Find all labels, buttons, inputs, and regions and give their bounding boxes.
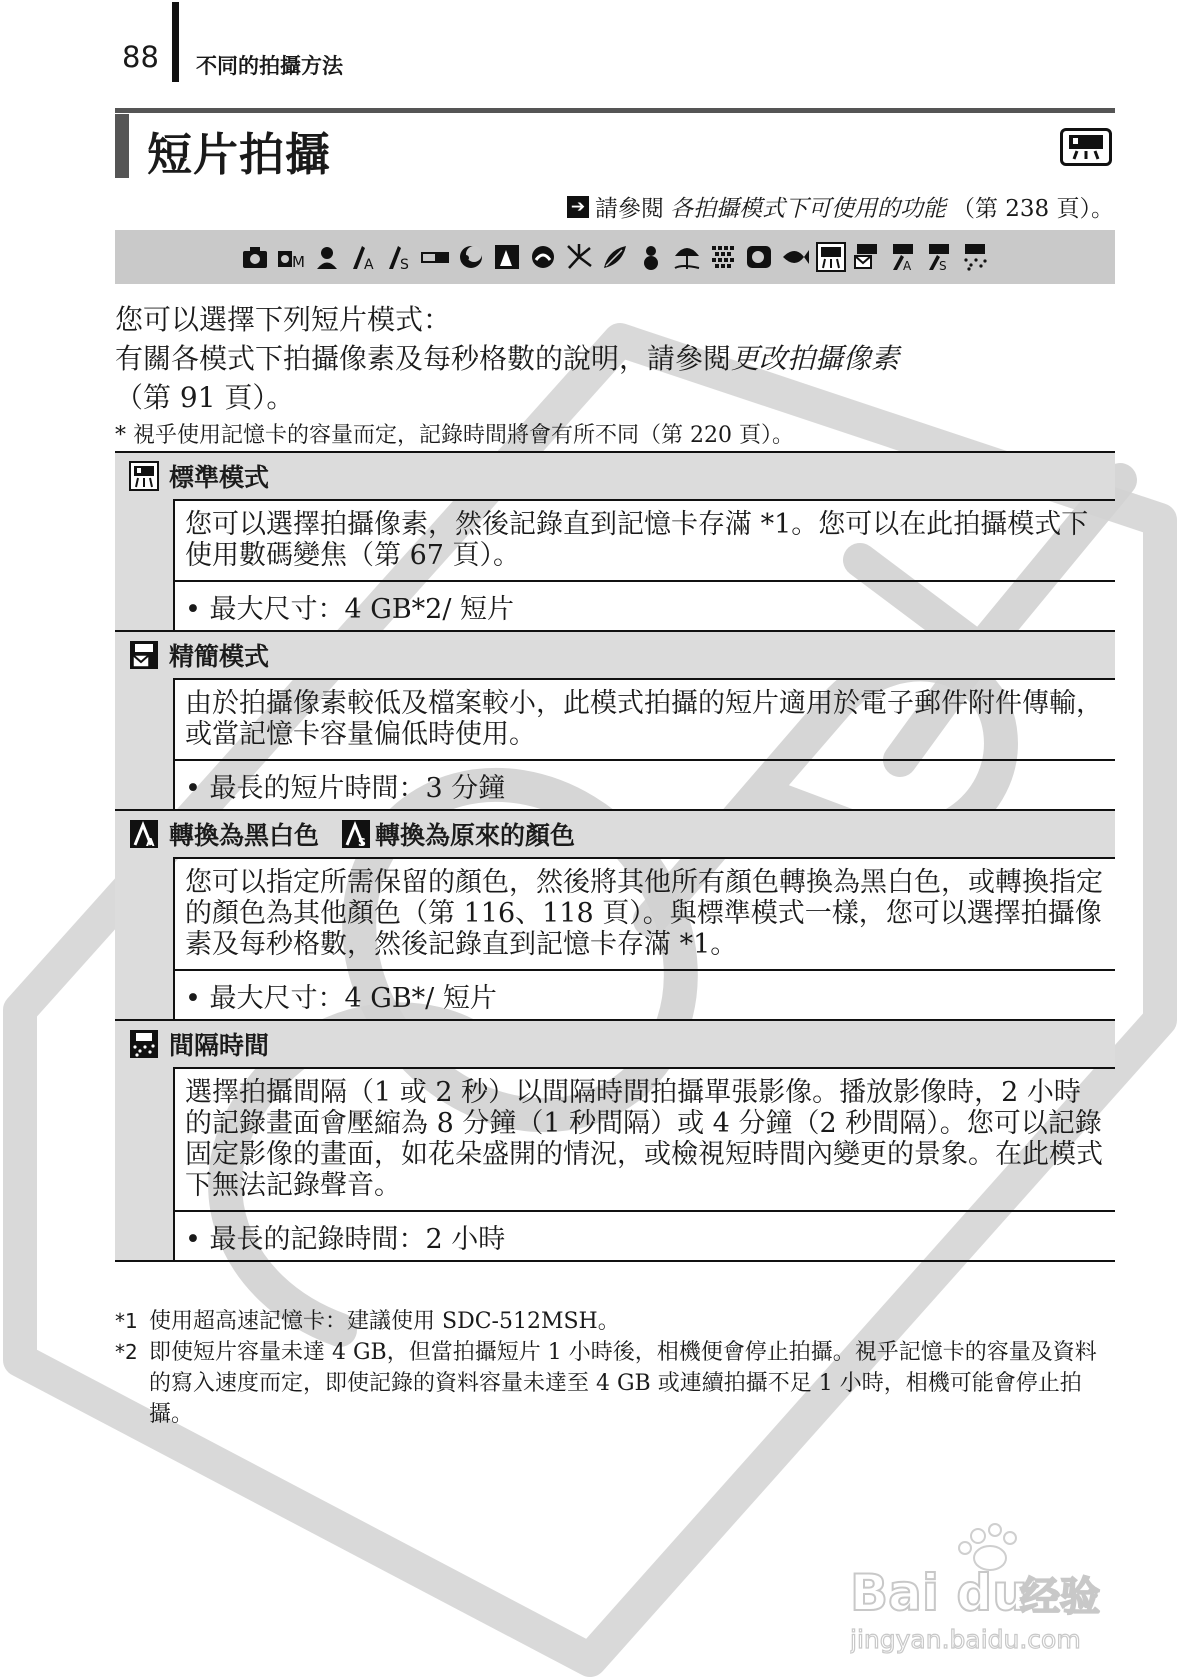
snow-icon [636, 242, 666, 272]
intro-line-2: 有關各模式下拍攝像素及每秒格數的說明，請參閱更改拍攝像素 [115, 342, 900, 375]
movie-standard-icon [129, 461, 159, 491]
movie-color-swap-icon [924, 242, 954, 272]
mode-spec: • 最大尺寸：4 GB*/ 短片 [175, 969, 1115, 1019]
section-name: 不同的拍攝方法 [196, 54, 343, 78]
beach-icon [672, 242, 702, 272]
foliage-icon [600, 242, 630, 272]
intro-line-1: 您可以選擇下列短片模式： [115, 303, 452, 336]
mode-color [115, 809, 1115, 1019]
movie-color-swap-icon [341, 819, 371, 849]
mode-interval [115, 1019, 1115, 1260]
reference-line [567, 190, 1114, 223]
reference-link[interactable]: 各拍攝模式下可使用的功能 [669, 196, 946, 222]
underwater-icon [708, 242, 738, 272]
camera-m-icon [276, 242, 306, 272]
svg-text:Bai du: Bai du [850, 1564, 1028, 1622]
mode-description: 您可以選擇拍攝像素，然後記錄直到記憶卡存滿 *1。您可以在此拍攝模式下使用數碼變焦（第 67 頁）。 [175, 499, 1115, 580]
movie-color-accent-icon [888, 242, 918, 272]
fish-icon [780, 242, 810, 272]
intro-link[interactable]: 更改拍攝像素 [731, 342, 900, 375]
svg-text:jingyan.baidu.com: jingyan.baidu.com [850, 1625, 1081, 1654]
page-title: 短片拍攝 [147, 128, 332, 181]
footnote-text: 即使短片容量未達 4 GB，但當拍攝短片 1 小時後，相機便會停止拍攝。視乎記憶卡的容量及資料的寫入速度而定，即使記錄的資料容量未達至 4 GB 或連續拍攝不足 1 小時，相機可能會停止拍攝。 [149, 1340, 1097, 1427]
mode-title: 間隔時間 [169, 1031, 270, 1060]
svg-text:A: A [364, 257, 374, 272]
reference-prefix: 請參閱 [594, 196, 664, 222]
mode-description: 選擇拍攝間隔（1 或 2 秒）以間隔時間拍攝單張影像。播放影像時，2 小時的記錄畫面會壓縮為 8 分鐘（1 秒間隔）或 4 分鐘（2 秒間隔）。您可以記錄固定影像的畫面，如花朵盛開的情況，或檢視短時間內變更的景象。在此模式下無法記錄聲音。 [175, 1067, 1115, 1210]
reference-suffix: （第 238 頁）。 [951, 196, 1114, 222]
portrait-icon [312, 242, 342, 272]
baidu-jingyan-logo [850, 1518, 1110, 1658]
capacity-note: * 視乎使用記憶卡的容量而定，記錄時間將會有所不同（第 220 頁）。 [115, 423, 794, 448]
footnote-mark: *2 [115, 1340, 138, 1364]
mode-standard [115, 451, 1115, 630]
title-rule [115, 108, 1115, 113]
title-marker [115, 114, 129, 178]
movie-mode-icon [1060, 128, 1112, 166]
mode-spec: • 最長的短片時間：3 分鐘 [175, 759, 1115, 809]
movie-standard-icon [816, 242, 846, 272]
svg-text:M: M [292, 253, 305, 271]
intro-line-3: （第 91 頁）。 [115, 381, 295, 414]
fireworks-icon [564, 242, 594, 272]
svg-text:A: A [146, 836, 155, 849]
aquarium-icon [744, 242, 774, 272]
footnote-mark: *1 [115, 1309, 138, 1333]
indoor-icon [528, 242, 558, 272]
footnote-text: 使用超高速記憶卡：建議使用 SDC-512MSH。 [149, 1309, 620, 1334]
night-snapshot-icon [456, 242, 486, 272]
svg-text:A: A [903, 259, 912, 272]
mode-title: 精簡模式 [169, 642, 270, 671]
camera-icon [240, 242, 270, 272]
mode-spec: • 最大尺寸：4 GB*2/ 短片 [175, 580, 1115, 630]
svg-text:S: S [400, 257, 409, 272]
mode-icon-strip [115, 230, 1115, 284]
footnotes [115, 1306, 1115, 1430]
kids-pets-icon [492, 242, 522, 272]
svg-text:经验: 经验 [1020, 1574, 1100, 1620]
mode-description: 由於拍攝像素較低及檔案較小，此模式拍攝的短片適用於電子郵件附件傳輸，或當記憶卡容量偏低時使用。 [175, 678, 1115, 759]
movie-compact-icon [852, 242, 882, 272]
mode-spec: • 最長的記錄時間：2 小時 [175, 1210, 1115, 1260]
movie-interval-icon [960, 242, 990, 272]
page-number: 88 [122, 40, 159, 74]
movie-compact-icon [129, 640, 159, 670]
mode-title-2: 轉換為原來的顏色 [375, 821, 576, 850]
svg-text:S: S [358, 836, 366, 849]
intro-text [115, 300, 1105, 417]
header-divider [172, 2, 179, 82]
svg-text:S: S [939, 259, 947, 272]
mode-description: 您可以指定所需保留的顏色，然後將其他所有顏色轉換為黑白色，或轉換指定的顏色為其他顏色（第 116、118 頁）。與標準模式一樣，您可以選擇拍攝像素及每秒格數，然後記錄直到記憶卡存滿 *1。 [175, 857, 1115, 969]
mode-compact [115, 630, 1115, 809]
movie-mode-table [115, 451, 1115, 1262]
footnote [115, 1306, 1115, 1337]
footnote [115, 1337, 1115, 1430]
arrow-right-icon: ➔ [567, 196, 589, 218]
movie-color-accent-icon [129, 819, 159, 849]
movie-interval-icon [129, 1029, 159, 1059]
color-accent-icon [348, 242, 378, 272]
stitch-icon [420, 242, 450, 272]
table-bottom-rule [115, 1260, 1115, 1262]
color-swap-icon [384, 242, 414, 272]
mode-title: 轉換為黑白色 [169, 821, 320, 850]
mode-title: 標準模式 [169, 463, 270, 492]
